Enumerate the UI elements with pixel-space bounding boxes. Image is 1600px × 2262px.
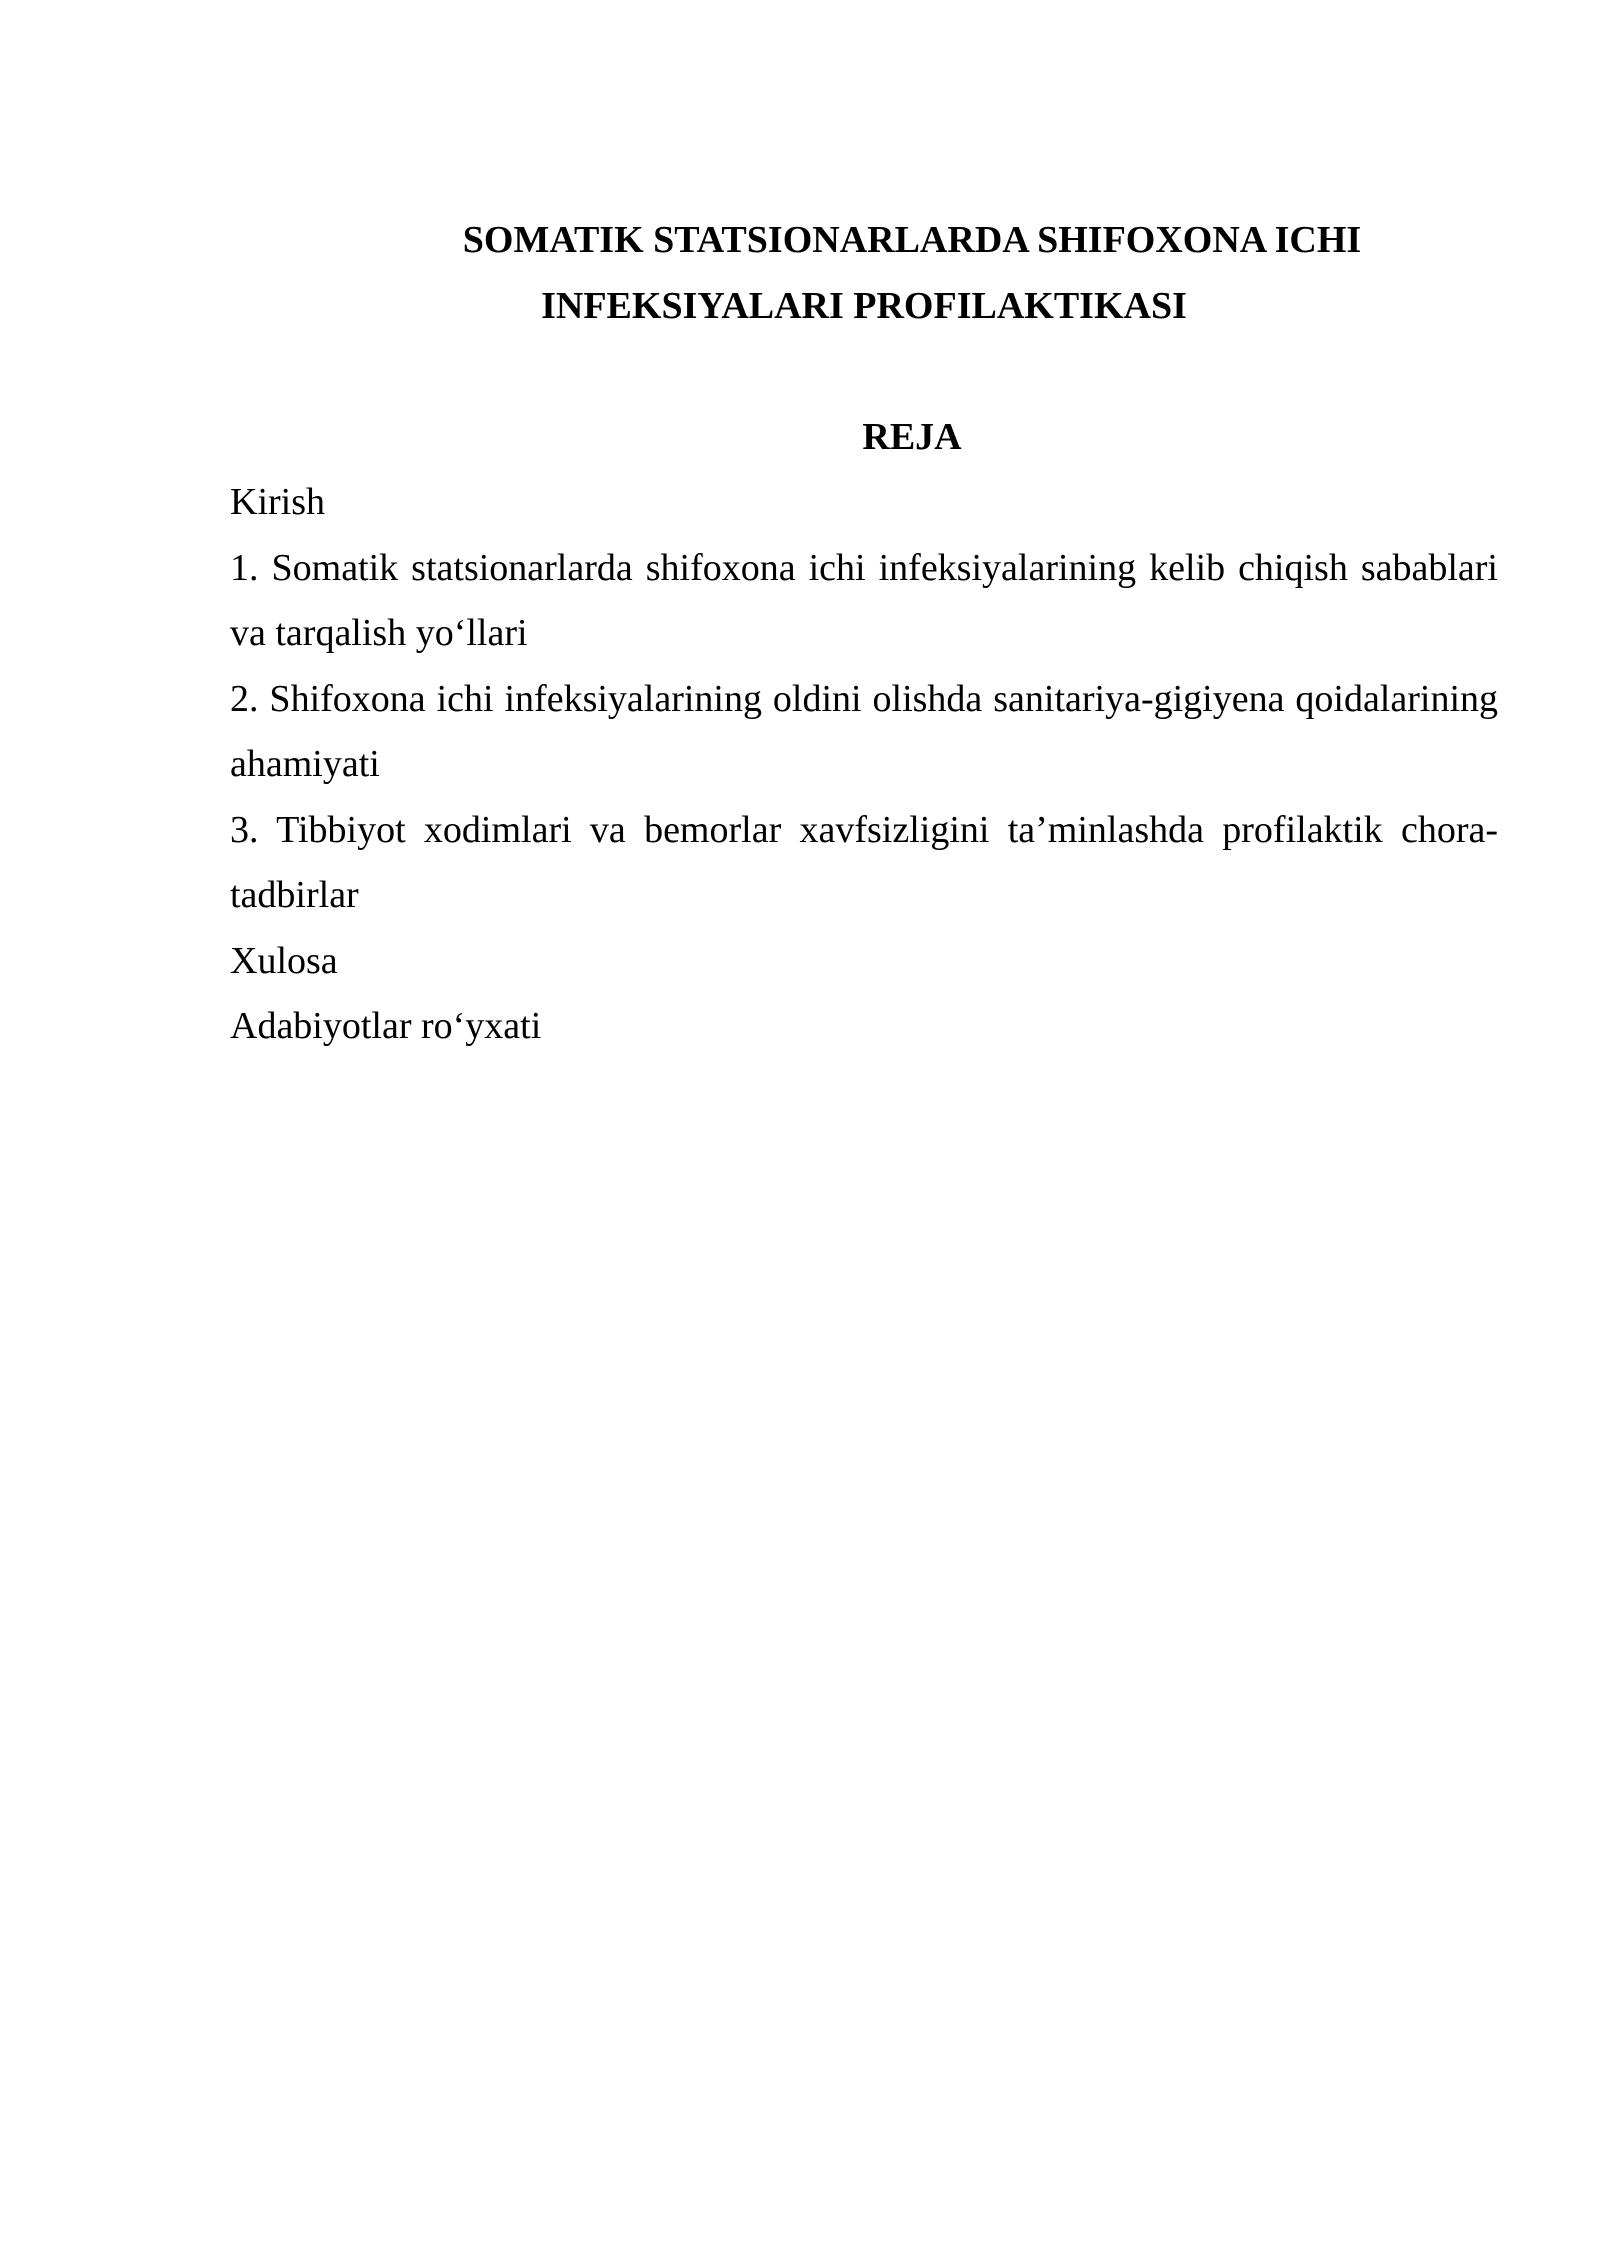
plan-item-references: Adabiyotlar ro‘yxati — [230, 1005, 542, 1047]
plan-item-1: 1. Somatik statsionarlarda shifoxona ichi infeksiyalarining kelib chiqish sabablari va tarqalish yo‘llari — [230, 546, 1498, 654]
blank-line — [230, 339, 1498, 405]
plan-item-conclusion: Xulosa — [230, 939, 338, 982]
document-title: SOMATIK STATSIONARLARDA SHIFOXONA ICHI INFEKSIYALARI PROFILAKTIKASI — [462, 219, 1362, 327]
plan-item-introduction: Kirish — [230, 481, 325, 523]
plan-item-2: 2. Shifoxona ichi infeksiyalarining oldini olishda sanitariya-gigiyena qoidalarining ahamiyati — [230, 677, 1498, 785]
plan-heading: REJA — [862, 415, 962, 458]
document-body — [230, 208, 1498, 1060]
plan-item-3: 3. Tibbiyot xodimlari va bemorlar xavfsizligini ta’minlashda profilaktik chora-tadbirlar — [230, 808, 1498, 916]
